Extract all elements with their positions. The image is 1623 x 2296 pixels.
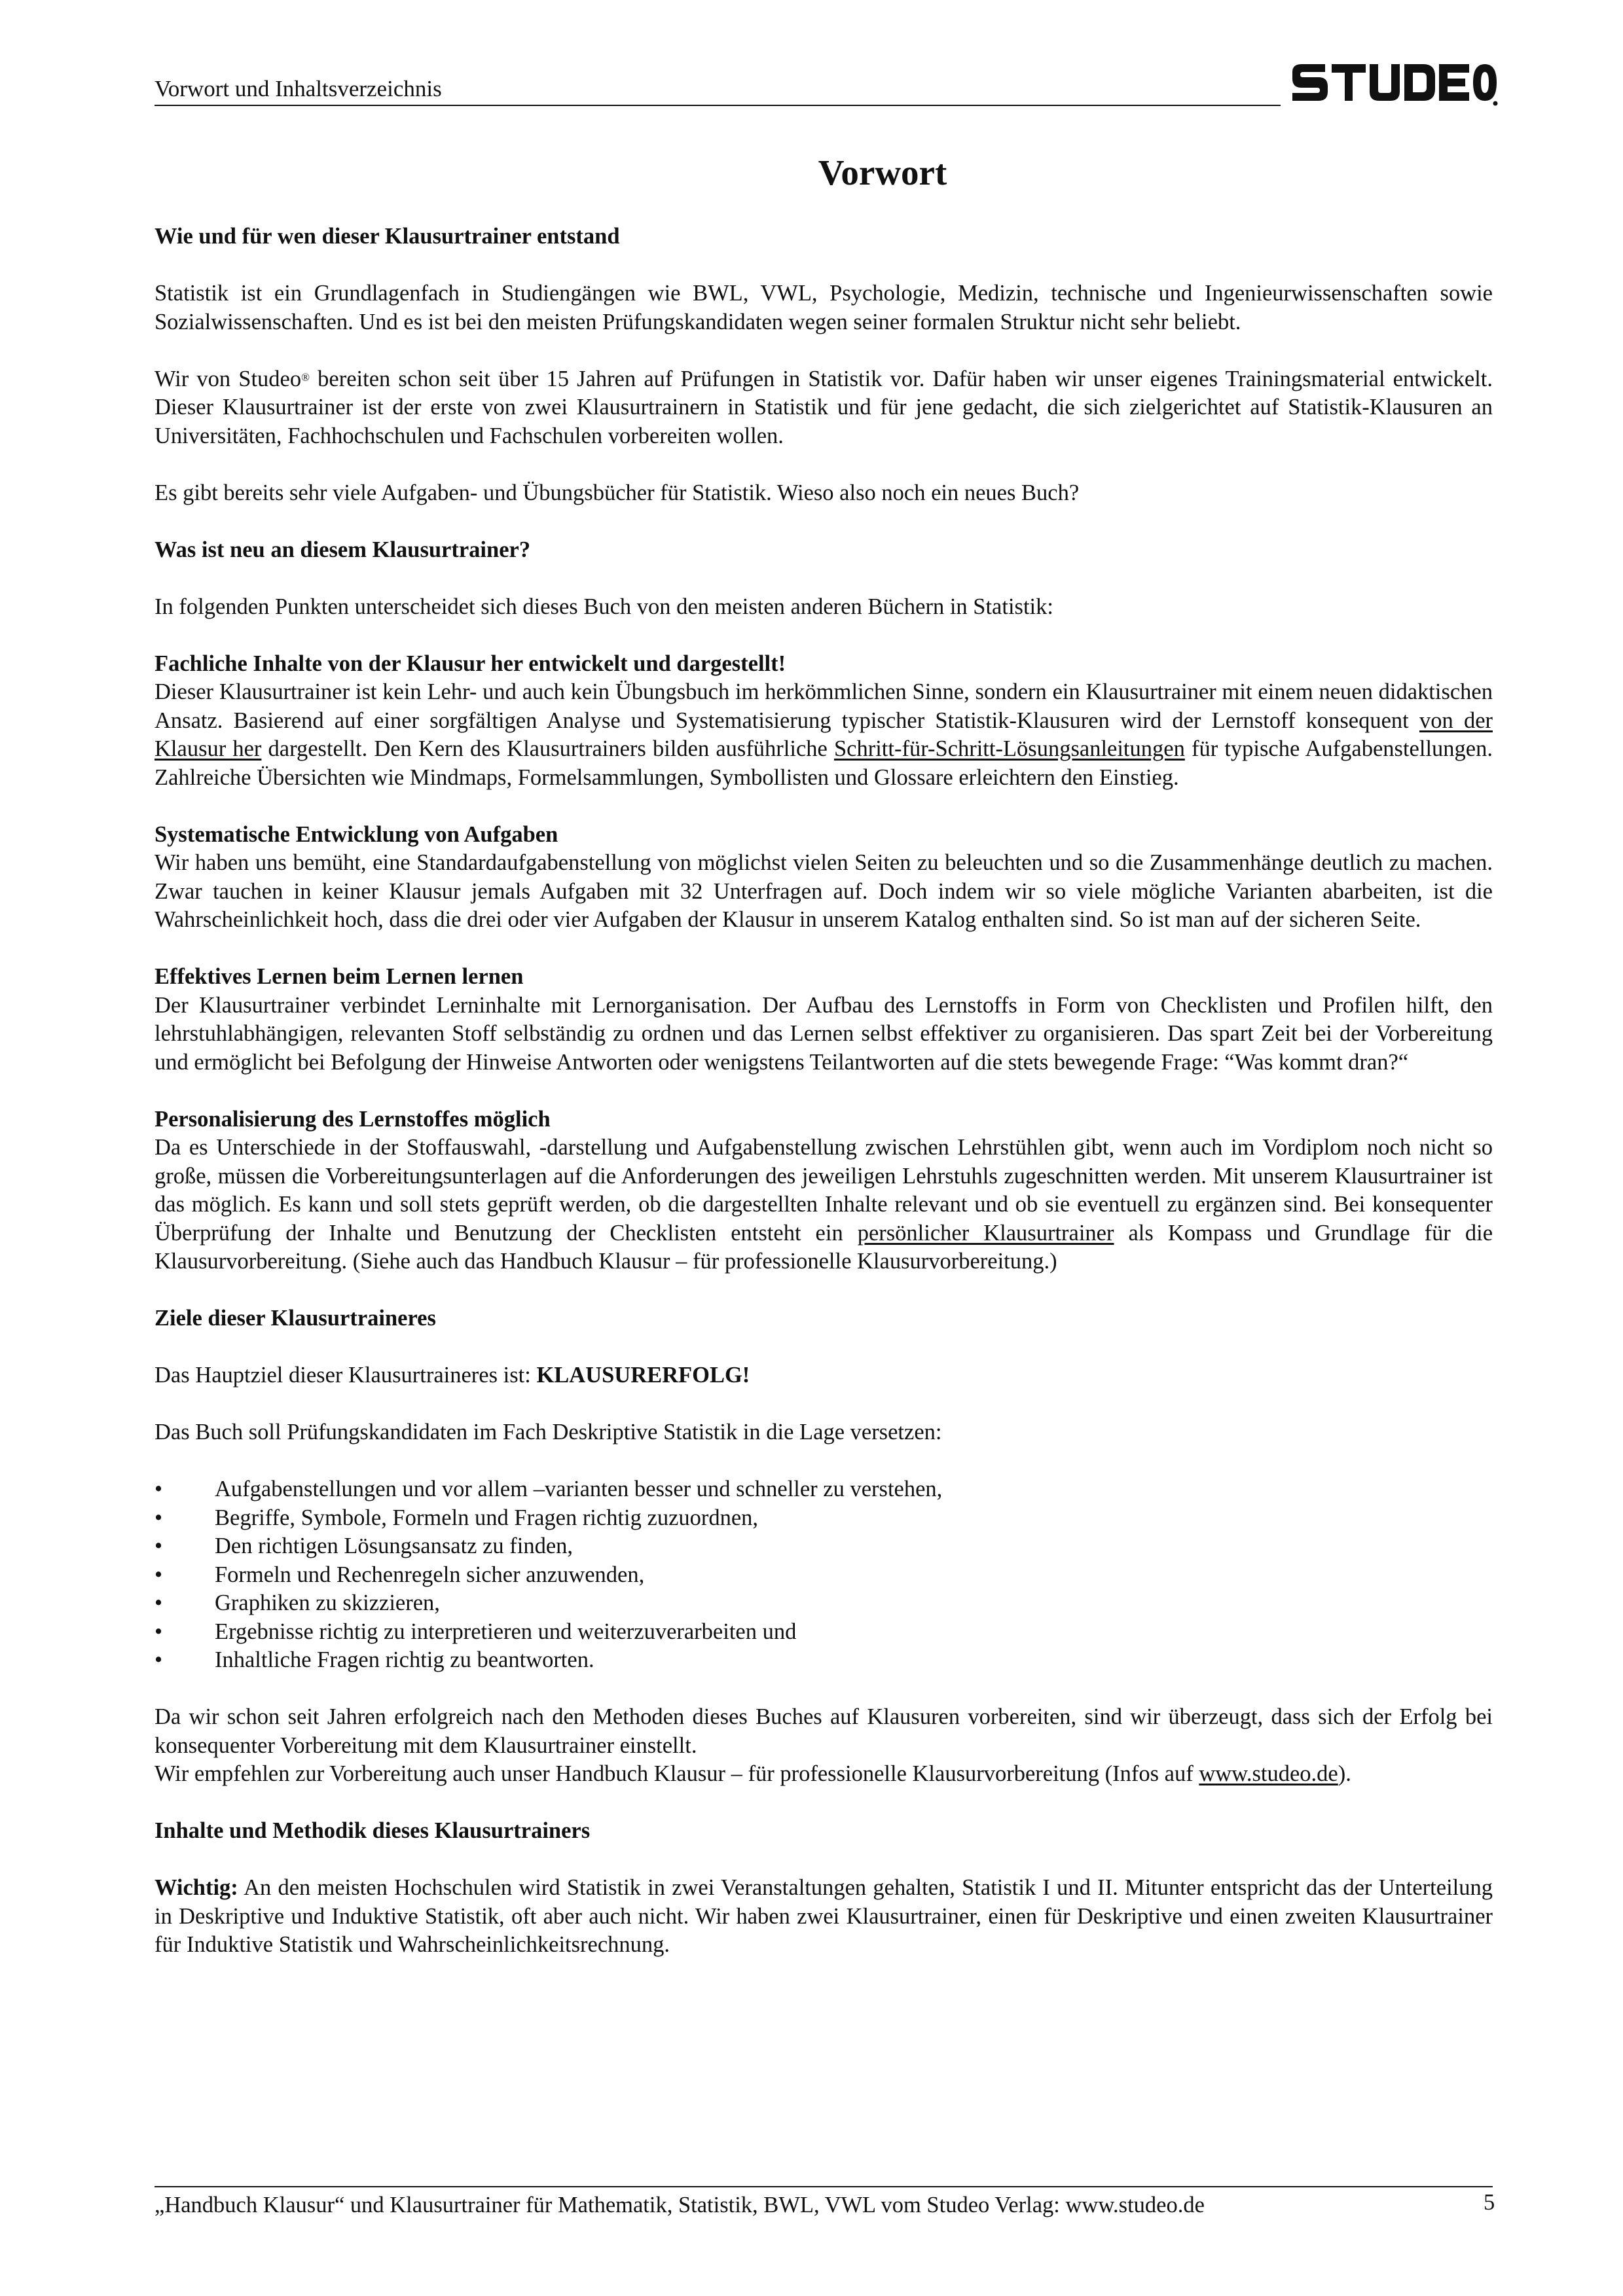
logo-letter-u (1370, 64, 1400, 101)
list-item: • Formeln und Rechenregeln sicher anzuwenden, (155, 1561, 1493, 1590)
paragraph: Wir empfehlen zur Vorbereitung auch unser Handbuch Klausur – für professionelle Klausurvorbereitung (Infos auf www.studeo.de). (155, 1761, 1351, 1786)
subsection-title: Personalisierung des Lernstoffes möglich (155, 1106, 551, 1132)
logo-letter-o (1473, 64, 1497, 101)
section-title-inhalte: Inhalte und Methodik dieses Klausurtrainers (155, 1818, 591, 1843)
paragraph: Es gibt bereits sehr viele Aufgaben- und Übungsbücher für Statistik. Wieso also noch ein neues Buch? (155, 480, 1080, 505)
header-rule (155, 105, 1281, 106)
subsection-title: Fachliche Inhalte von der Klausur her entwickelt und dargestellt! (155, 651, 786, 676)
list-item: • Graphiken zu skizzieren, (155, 1589, 1493, 1618)
emphasis-underline: Schritt-für-Schritt-Lösungsanleitungen (833, 736, 1185, 761)
paragraph: Wir haben uns bemüht, eine Standardaufgabenstellung von möglichst vielen Seiten zu beleuchten und so die Zusammenhänge deutlich zu machen. Zwar tauchen in keiner Klausur jemals Aufgaben mit 32 Unterfragen auf. Doch indem wir so viele mögliche Varianten abarbeiten, ist die Wahrscheinlichkeit hoch, dass die drei oder vier Aufgaben der Klausur in unserem Katalog enthalten sind. So ist man auf der sicheren Seite. (155, 850, 1493, 932)
list-item: • Inhaltliche Fragen richtig zu beantworten. (155, 1646, 1493, 1675)
logo-dot (1493, 101, 1498, 106)
paragraph: Wichtig: An den meisten Hochschulen wird Statistik in zwei Veranstaltungen gehalten, Statistik I und II. Mitunter entspricht das der Unterteilung in Deskriptive und Induktive Statistik, oft aber auch nicht. Wir haben zwei Klausurtrainer, einen für Deskriptive und einen zweiten Klausurtrainer für Induktive Statistik und Wahrscheinlichkeitsrechnung. (155, 1875, 1493, 1957)
footer-rule (155, 2186, 1493, 2187)
important-label: Wichtig: (155, 1875, 238, 1900)
paragraph: Dieser Klausurtrainer ist kein Lehr- und auch kein Übungsbuch im herkömmlichen Sinne, sondern ein Klausurtrainer mit einem neuen didaktischen Ansatz. Basierend auf einer sorgfältigen Analyse und Systematisierung typischer Statistik-Klausuren wird der Lernstoff konsequent von der Klausur her dargestellt. Den Kern des Klausurtrainers bilden ausführliche Schritt-für-Schritt-Lösungsanleitungen für typische Aufgabenstellungen. Zahlreiche Übersichten wie Mindmaps, Formelsammlungen, Symbollisten und Glossare erleichtern den Einstieg. (155, 679, 1493, 790)
bullet-icon: • (155, 1619, 163, 1644)
logo-letter-s (1292, 64, 1328, 101)
studeo-logo (1288, 58, 1498, 110)
bullet-icon: • (155, 1590, 163, 1615)
bullet-icon: • (155, 1477, 163, 1501)
emphasis-underline: persönlicher Klausurtrainer (857, 1220, 1114, 1246)
paragraph: Da es Unterschiede in der Stoffauswahl, -darstellung und Aufgabenstellung zwischen Lehrstühlen gibt, wenn auch im Vordiplom noch nicht so große, müssen die Vorbereitungsunterlagen auf die Anforderungen des jeweiligen Lehrstuhls zugeschnitten werden. Mit unserem Klausurtrainer ist das möglich. Es kann und soll stets geprüft werden, ob die dargestellten Inhalte relevant und ob sie eventuell zu ergänzen sind. Bei konsequenter Überprüfung der Inhalte und Benutzung der Checklisten entsteht ein persönlicher Klausurtrainer als Kompass und Grundlage für die Klausurvorbereitung. (Siehe auch das Handbuch Klausur – für professionelle Klausurvorbereitung.) (155, 1135, 1493, 1274)
bullet-icon: • (155, 1505, 163, 1530)
website-link[interactable]: www.studeo.de (1199, 1761, 1338, 1786)
goal-emphasis: KLAUSURERFOLG! (536, 1363, 750, 1388)
paragraph: Statistik ist ein Grundlagenfach in Studiengängen wie BWL, VWL, Psychologie, Medizin, technische und Ingenieurwissenschaften sowie Sozialwissenschaften. Und es ist bei den meisten Prüfungskandidaten wegen seiner formalen Struktur nicht sehr beliebt. (155, 281, 1493, 334)
list-item: • Ergebnisse richtig zu interpretieren und weiterzuverarbeiten und (155, 1618, 1493, 1647)
footer-text: „Handbuch Klausur“ und Klausurtrainer für Mathematik, Statistik, BWL, VWL vom Studeo Verlag: www.studeo.de (155, 2193, 1205, 2217)
page-heading: Vorwort (818, 152, 947, 192)
logo-letter-t (1332, 64, 1366, 101)
logo-letter-d (1404, 64, 1435, 101)
list-item: • Den richtigen Lösungsansatz zu finden, (155, 1532, 1493, 1561)
subsection-title: Systematische Entwicklung von Aufgaben (155, 821, 558, 847)
emphasis-underline: von der Klausur her (155, 708, 1493, 761)
section-title-ziele: Ziele dieser Klausurtraineres (155, 1306, 436, 1331)
paragraph: Da wir schon seit Jahren erfolgreich nach den Methoden dieses Buches auf Klausuren vorbereiten, sind wir überzeugt, dass sich der Erfolg bei konsequenter Vorbereitung mit dem Klausurtrainer einstellt. (155, 1704, 1493, 1758)
bullet-icon: • (155, 1534, 163, 1558)
paragraph: In folgenden Punkten unterscheidet sich dieses Buch von den meisten anderen Büchern in Statistik: (155, 594, 1053, 619)
content (155, 152, 1493, 1960)
section-title-entstehung: Wie und für wen dieser Klausurtrainer entstand (155, 224, 620, 249)
paragraph: Wir von Studeo® bereiten schon seit über 15 Jahren auf Prüfungen in Statistik vor. Dafür haben wir unser eigenes Trainingsmaterial entwickelt. Dieser Klausurtrainer ist der erste von zwei Klausurtrainern in Statistik und für jene gedacht, die sich zielgerichtet auf Statistik-Klausuren an Universitäten, Fachhochschulen und Fachschulen vorbereiten wollen. (155, 366, 1493, 448)
header-title: Vorwort und Inhaltsverzeichnis (155, 76, 442, 101)
bullet-icon: • (155, 1562, 163, 1587)
list-item: • Aufgabenstellungen und vor allem –varianten besser und schneller zu verstehen, (155, 1475, 1493, 1504)
bullet-icon: • (155, 1647, 163, 1672)
goals-list (155, 1475, 1493, 1675)
list-item: • Begriffe, Symbole, Formeln und Fragen richtig zuzuordnen, (155, 1504, 1493, 1533)
paragraph: Das Hauptziel dieser Klausurtraineres ist: KLAUSURERFOLG! (155, 1363, 750, 1388)
subsection-title: Effektives Lernen beim Lernen lernen (155, 964, 524, 989)
paragraph: Das Buch soll Prüfungskandidaten im Fach Deskriptive Statistik in die Lage versetzen: (155, 1420, 942, 1444)
page-number: 5 (1484, 2190, 1495, 2215)
paragraph: Der Klausurtrainer verbindet Lerninhalte mit Lernorganisation. Der Aufbau des Lernstoffs in Form von Checklisten und Profilen hilft, den lehrstuhlabhängigen, relevanten Stoff selbständig zu ordnen und das Lernen selbst effektiver zu organisieren. Das spart Zeit bei der Vorbereitung und ermöglicht bei Befolgung der Hinweise Antworten oder wenigstens Teilantworten auf die stets bewegende Frage: “Was kommt dran?“ (155, 992, 1493, 1075)
logo-letter-e (1439, 64, 1469, 101)
section-title-neu: Was ist neu an diesem Klausurtrainer? (155, 537, 531, 562)
registered-mark: ® (301, 370, 310, 384)
